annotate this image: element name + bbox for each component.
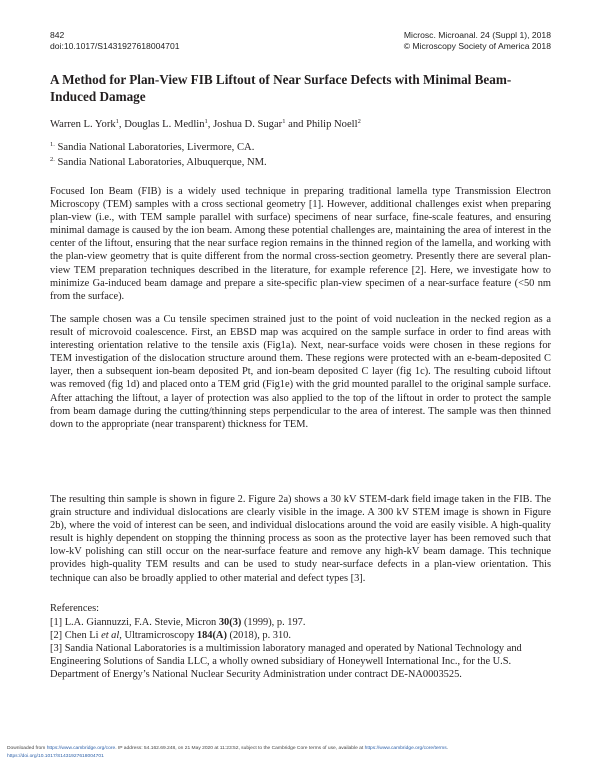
affiliation-item — [50, 140, 555, 155]
download-footer — [7, 745, 593, 761]
references-heading: References: — [50, 603, 100, 614]
footer-text: . IP address: 54.162.69.248, on 21 May 2020 at 11:23:52, subject to the Cambridge Core terms of use, available at — [115, 746, 365, 751]
reference-item — [50, 616, 555, 629]
terms-link[interactable]: https://www.cambridge.org/core/terms — [364, 746, 447, 751]
author-name: Douglas L. Medlin — [124, 119, 205, 130]
reference-text: [3] Sandia National Laboratories is a multimission laboratory managed and operated by National Technology and Engineering Solutions of Sandia LLC, a wholly owned subsidiary of Honeywell International Inc., for the U.S. Department of Energy’s National Nuclear Security Administration under contract DE-NA0003525. — [50, 643, 522, 681]
affiliation-mark: 1. — [50, 141, 55, 148]
author-affiliation-mark: 1 — [282, 118, 286, 125]
reference-item — [50, 642, 555, 681]
reference-text: Ultramicroscopy — [121, 630, 197, 642]
body-paragraph-2: The sample chosen was a Cu tensile specimen strained just to the point of void nucleation in the necked region as a result of microvoid coalescence. First, an EBSD map was acquired on the sample surface in order to find areas with interesting orientation relative to the tensile axis (Fig1a). Next, near-surface voids were chosen in these regions for TEM investigation of the dislocation structure around them. These regions were protected with an e-beam-deposited C layer, then a subsequent ion-beam deposited Pt, and ion-beam deposited C layer (fig 1c). The resulting cuboid liftout was removed (fig 1d) and placed onto a TEM grid (Fig1e) with the grid mounted parallel to the original sample surface. After attaching the liftout, a layer of protection was also applied to the top of the liftout in order to protect the sample from beam damage during the cutting/thinning steps perpendicular to the area of interest. The sample was then thinned down to the appropriate (near transparent) thickness for TEM. — [50, 314, 551, 430]
journal-citation: Microsc. Microanal. 24 (Suppl 1), 2018 — [403, 30, 551, 40]
reference-text: [2] Chen Li — [50, 630, 102, 642]
author-name: Warren L. York — [50, 119, 116, 130]
cambridge-core-link[interactable]: https://www.cambridge.org/core — [46, 746, 116, 751]
author-affiliation-mark: 1 — [204, 118, 208, 125]
author-name: Philip Noell — [306, 119, 358, 130]
references-list — [50, 616, 555, 681]
author-affiliation-mark: 2 — [357, 118, 361, 125]
copyright: © Microscopy Society of America 2018 — [403, 41, 551, 51]
reference-text: (1999), p. 197. — [241, 617, 306, 628]
footer-text: Downloaded from — [7, 746, 47, 751]
footer-line-1 — [7, 745, 593, 753]
author-separator: , — [118, 119, 125, 130]
affiliation-mark: 2. — [50, 156, 55, 163]
affiliation-text: Sandia National Laboratories, Albuquerque, NM. — [57, 157, 267, 168]
reference-item — [50, 629, 555, 642]
paper-title: A Method for Plan-View FIB Liftout of Near Surface Defects with Minimal Beam-Induced Damage — [50, 72, 512, 104]
author-list — [50, 118, 555, 131]
author-separator: and — [285, 119, 307, 130]
affiliation-item — [50, 155, 555, 170]
header-right — [404, 30, 551, 52]
reference-text: (2018), p. 310. — [226, 630, 291, 642]
reference-volume: 184(A) — [196, 630, 227, 642]
doi: doi:10.1017/S1431927618004701 — [50, 41, 180, 51]
reference-etal: et al, — [101, 630, 122, 642]
footer-line-2 — [7, 753, 593, 761]
author-affiliation-mark: 1 — [115, 118, 119, 125]
reference-volume: 30(3) — [218, 617, 242, 628]
author-separator: , — [207, 119, 214, 130]
affiliations — [50, 140, 555, 170]
body-paragraph-1: Focused Ion Beam (FIB) is a widely used technique in preparing traditional lamella type Transmission Electron Microscopy (TEM) samples with a cross sectional geometry [1]. However, additional challenges exist when preparing plan-view (i.e., with TEM sample parallel with surface) specimens of near surface, fine-scale features, and ensuring minimal damage is caused by the ion beam. Among these potential challenges are, maintaining the area of interest in the center of the liftout, ensuring that the near surface region remains in the thinned region of the lamella, and working with the plan-view geometry that is quite different from the normal cross-section geometry. Presently there are several plan-view TEM preparation techniques described in the literature, for example reference [2]. Here, we investigate how to minimize Ga-induced beam damage and prepare a site-specific plan-view specimen of a near-surface feature (<50 nm from the surface). — [50, 186, 551, 302]
footer-text: . — [446, 746, 449, 751]
header-left — [50, 30, 180, 52]
affiliation-text: Sandia National Laboratories, Livermore, CA. — [57, 142, 255, 153]
reference-text: [1] L.A. Giannuzzi, F.A. Stevie, Micron — [50, 617, 219, 628]
body-paragraph-3: The resulting thin sample is shown in figure 2. Figure 2a) shows a 30 kV STEM-dark field image taken in the FIB. The grain structure and individual dislocations are clearly visible in the image. A 300 kV STEM image is shown in Figure 2b), where the void of interest can be seen, and individual dislocations around the void are easily visible. A high-quality result is highly dependent on stopping the thinning process as soon as the protective layer has been removed such that low-kV polishing can still occur on the near-surface feature and remove any high-kV beam damage. This technique provides high-quality TEM results and can be used to study near-surface defects in a plan-view orientation. This technique can also be broadly applied to other material and defect types [3]. — [50, 494, 551, 584]
doi-link[interactable]: https://doi.org/10.1017/S1431927618004701 — [7, 754, 104, 759]
page-number: 842 — [50, 30, 65, 40]
author-name: Joshua D. Sugar — [213, 119, 283, 130]
